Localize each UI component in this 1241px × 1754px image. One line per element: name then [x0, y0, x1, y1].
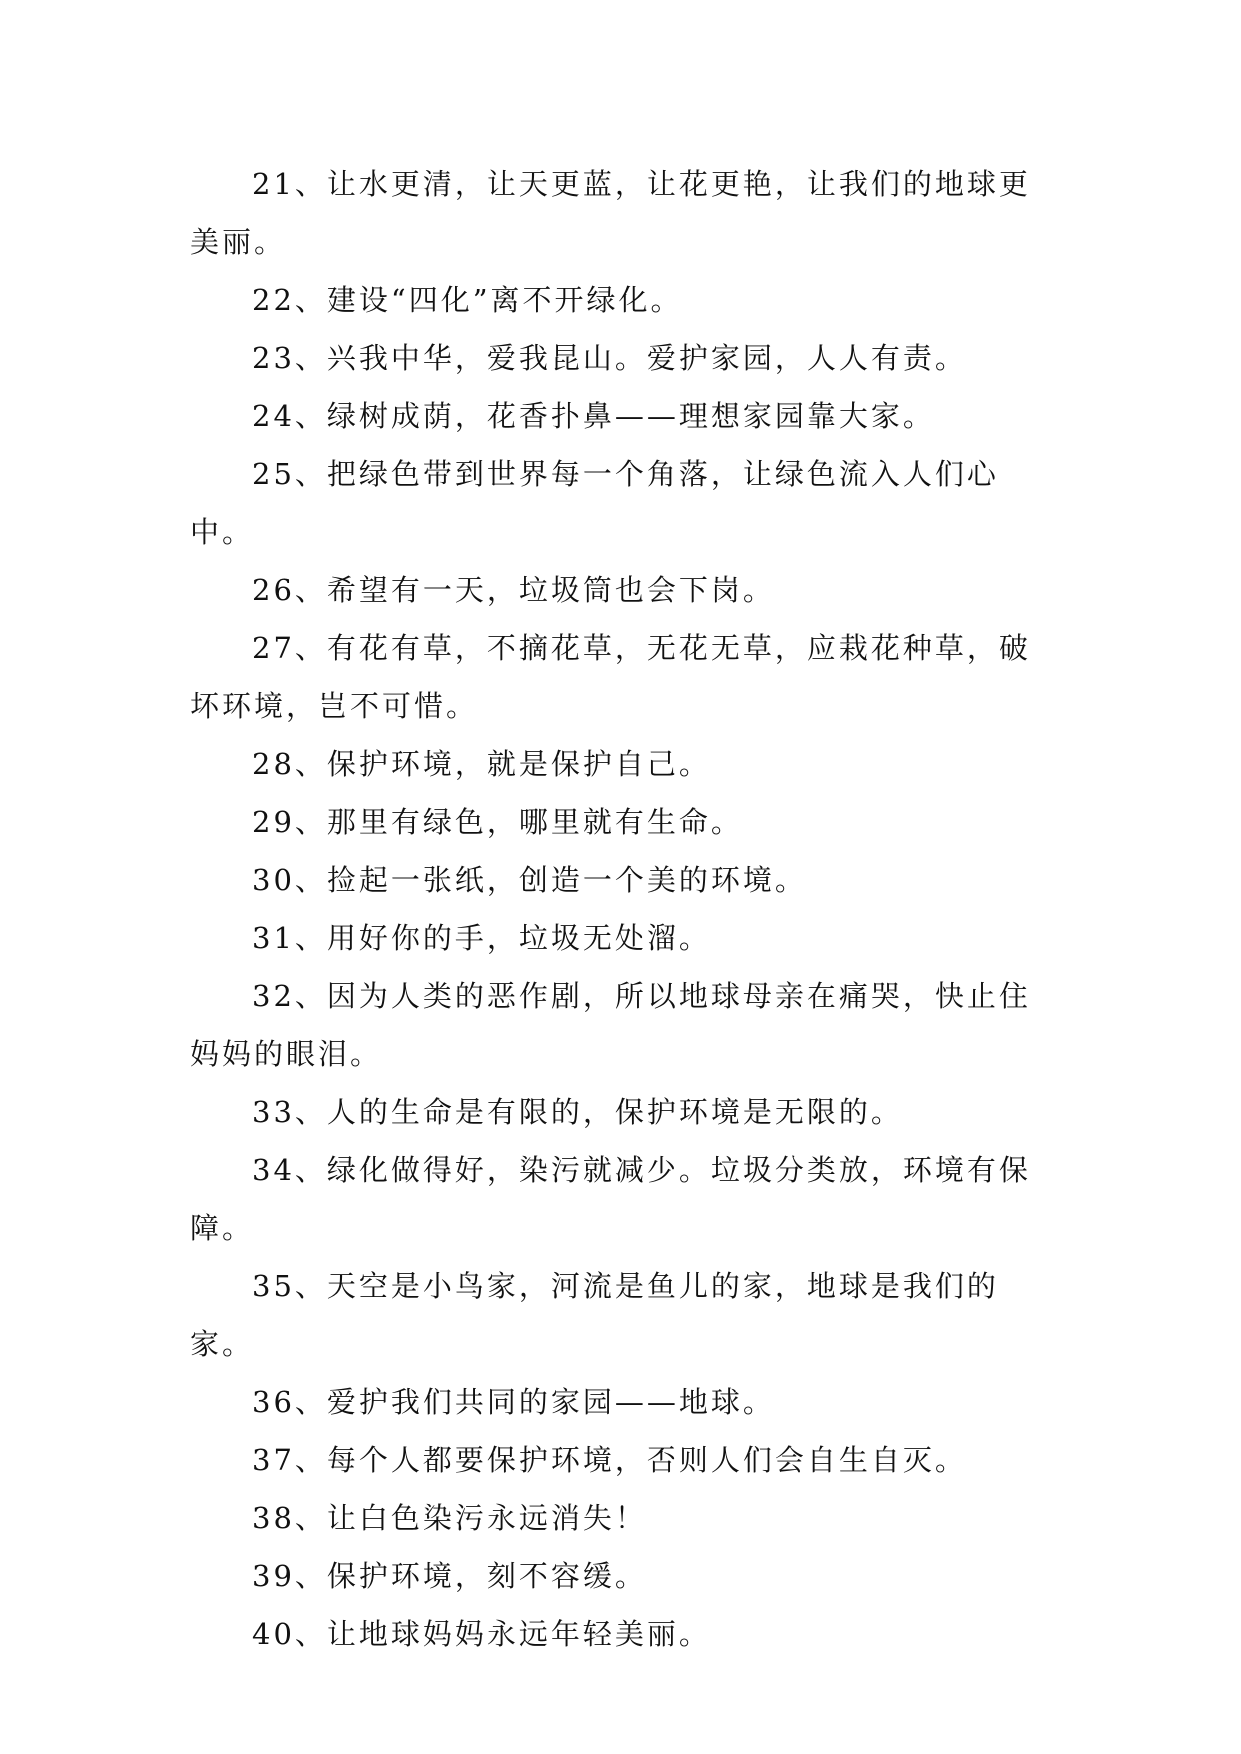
slogan-paragraph-22: 22、建设“四化”离不开绿化。 [252, 283, 683, 317]
slogan-paragraph-37: 37、每个人都要保护环境，否则人们会自生自灭。 [252, 1443, 967, 1477]
slogan-paragraph-34: 34、绿化做得好，染污就减少。垃圾分类放，环境有保障。 [190, 1153, 1031, 1245]
slogan-paragraph-25: 25、把绿色带到世界每一个角落，让绿色流入人们心中。 [190, 457, 999, 549]
slogan-paragraph-40: 40、让地球妈妈永远年轻美丽。 [252, 1617, 711, 1651]
document-body [190, 155, 1060, 1663]
slogan-paragraph-29: 29、那里有绿色，哪里就有生命。 [252, 805, 743, 839]
slogan-paragraph-21: 21、让水更清，让天更蓝，让花更艳，让我们的地球更美丽。 [190, 167, 1031, 259]
slogan-paragraph-27: 27、有花有草，不摘花草，无花无草，应栽花种草，破坏环境，岂不可惜。 [190, 631, 1031, 723]
slogan-paragraph-39: 39、保护环境，刻不容缓。 [252, 1559, 647, 1593]
slogan-paragraph-32: 32、因为人类的恶作剧，所以地球母亲在痛哭，快止住妈妈的眼泪。 [190, 979, 1031, 1071]
slogan-paragraph-36: 36、爱护我们共同的家园——地球。 [252, 1385, 775, 1419]
slogan-paragraph-23: 23、兴我中华，爱我昆山。爱护家园，人人有责。 [252, 341, 967, 375]
slogan-paragraph-30: 30、捡起一张纸，创造一个美的环境。 [252, 863, 807, 897]
slogan-paragraph-28: 28、保护环境，就是保护自己。 [252, 747, 711, 781]
slogan-paragraph-26: 26、希望有一天，垃圾筒也会下岗。 [252, 573, 775, 607]
slogan-paragraph-31: 31、用好你的手，垃圾无处溜。 [252, 921, 711, 955]
slogan-paragraph-38: 38、让白色染污永远消失！ [252, 1501, 647, 1535]
slogan-paragraph-35: 35、天空是小鸟家，河流是鱼儿的家，地球是我们的家。 [190, 1269, 999, 1361]
slogan-paragraph-24: 24、绿树成荫，花香扑鼻——理想家园靠大家。 [252, 399, 935, 433]
slogan-paragraph-33: 33、人的生命是有限的，保护环境是无限的。 [252, 1095, 903, 1129]
